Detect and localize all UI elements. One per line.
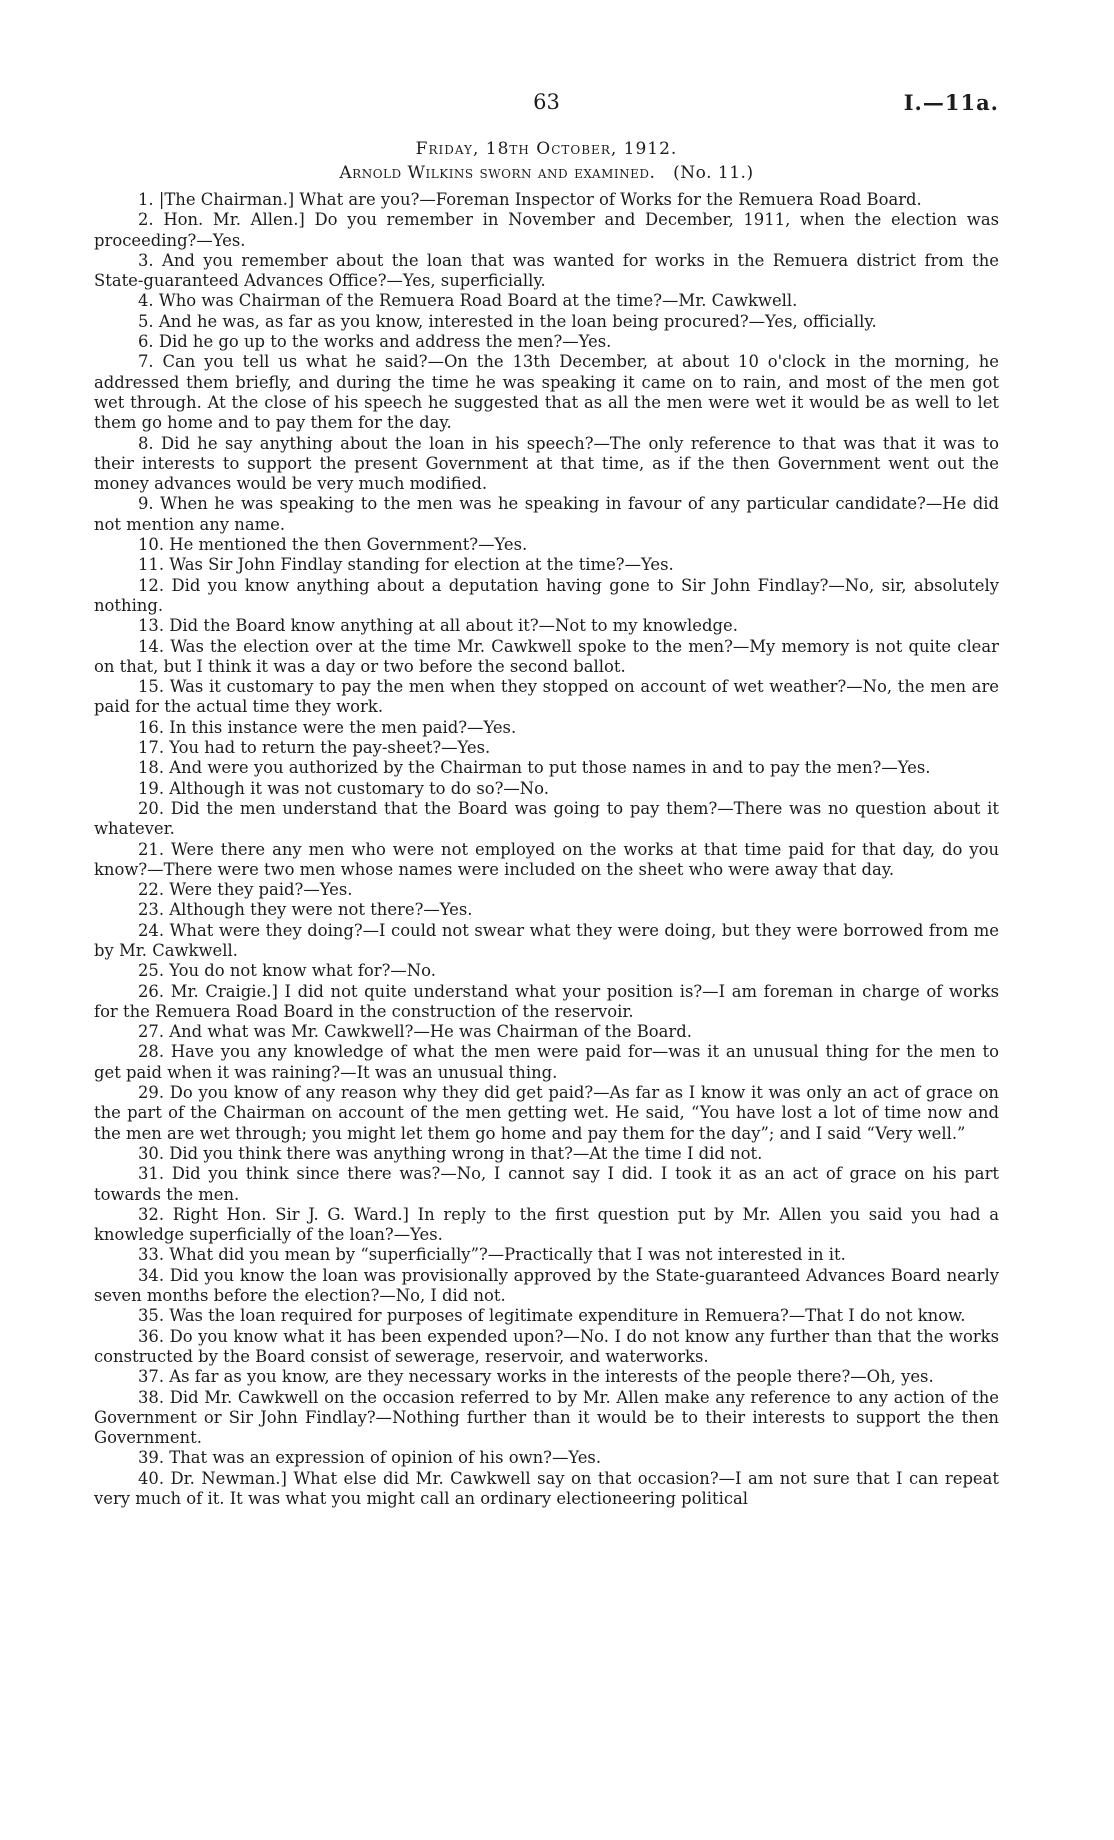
witness-heading [94,163,999,183]
question-paragraph: 14. Was the election over at the time Mr. Cawkwell spoke to the men?—My memory is not quite clear on that, but I think it was a day or two before the second ballot. [94,636,999,676]
witness-line: Arnold Wilkins sworn and examined. [339,163,656,183]
page-header [94,90,999,120]
question-paragraph: 6. Did he go up to the works and address the men?—Yes. [138,332,612,352]
question-paragraph: 23. Although they were not there?—Yes. [138,900,473,920]
question-paragraph: 35. Was the loan required for purposes of legitimate expenditure in Remuera?—That I do not know. [138,1306,966,1326]
question-paragraph: 30. Did you think there was anything wrong in that?—At the time I did not. [138,1143,763,1163]
question-paragraph: 24. What were they doing?—I could not swear what they were doing, but they were borrowed from me by Mr. Cawkwell. [94,920,999,960]
question-paragraph: 36. Do you know what it has been expended upon?—No. I do not know any further than that the works constructed by the Board consist of sewerage, reservoir, and waterworks. [94,1326,999,1366]
question-paragraph: 40. Dr. Newman.] What else did Mr. Cawkwell say on that occasion?—I am not sure that I can repeat very much of it. It was what you might call an ordinary electioneering political [94,1468,999,1508]
question-paragraph: 29. Do you know of any reason why they did get paid?—As far as I know it was only an act of grace on the part of the Chairman on account of the men getting wet. He said, “You have lost a lot of time now and the men are wet through; you might let them go home and pay them for the day”; and I said “Very well.” [94,1083,999,1143]
question-paragraph: 20. Did the men understand that the Board was going to pay them?—There was no question about it whatever. [94,798,999,839]
question-paragraph: 2. Hon. Mr. Allen.] Do you remember in November and December, 1911, when the election was proceeding?—Yes. [94,210,999,250]
question-paragraph: 39. That was an expression of opinion of his own?—Yes. [138,1448,602,1468]
question-paragraph: 11. Was Sir John Findlay standing for election at the time?—Yes. [138,555,674,575]
hearing-date: Friday, 18th October, 1912. [415,139,678,159]
question-paragraph: 13. Did the Board know anything at all about it?—Not to my knowledge. [138,616,738,636]
question-paragraph: 12. Did you know anything about a deputation having gone to Sir John Findlay?—No, sir, absolutely nothing. [94,575,999,615]
question-paragraph: 8. Did he say anything about the loan in his speech?—The only reference to that was that it was to their interests to support the present Government at that time, as if the then Government went out the money advances would be very much modified. [94,433,999,494]
question-paragraph: 19. Although it was not customary to do so?—No. [138,778,549,798]
witness-number: (No. 11.) [673,163,754,183]
question-paragraph: 9. When he was speaking to the men was he speaking in favour of any particular candidate?—He did not mention any name. [94,494,999,534]
question-paragraph: 17. You had to return the pay-sheet?—Yes. [138,738,491,758]
question-paragraph: 21. Were there any men who were not employed on the works at that time paid for that day, do you know?—There were two men whose names were included on the sheet who were away that day. [94,839,999,879]
question-paragraph: 33. What did you mean by “superficially”?—Practically that I was not interested in it. [138,1245,846,1265]
question-paragraph: 3. And you remember about the loan that was wanted for works in the Remuera district from the State-guaranteed Advances Office?—Yes, superficially. [94,250,999,291]
question-paragraph: 15. Was it customary to pay the men when they stopped on account of wet weather?—No, the men are paid for the actual time they work. [94,677,999,717]
question-paragraph: 1. |The Chairman.] What are you?—Foreman Inspector of Works for the Remuera Road Board. [138,190,922,209]
question-paragraph: 5. And he was, as far as you know, interested in the loan being procured?—Yes, officially. [138,311,877,331]
question-paragraph: 26. Mr. Craigie.] I did not quite understand what your position is?—I am foreman in charge of works for the Remuera Road Board in the construction of the reservoir. [94,981,999,1021]
question-paragraph: 31. Did you think since there was?—No, I cannot say I did. I took it as an act of grace on his part towards the men. [94,1164,999,1204]
examination-body [94,190,999,1509]
question-paragraph: 28. Have you any knowledge of what the men were paid for—was it an unusual thing for the men to get paid when it was raining?—It was an unusual thing. [94,1042,999,1082]
question-paragraph: 18. And were you authorized by the Chairman to put those names in and to pay the men?—Yes. [138,758,931,778]
question-paragraph: 22. Were they paid?—Yes. [138,880,353,900]
page-number: 63 [533,90,560,114]
question-paragraph: 27. And what was Mr. Cawkwell?—He was Chairman of the Board. [138,1022,692,1042]
question-paragraph: 34. Did you know the loan was provisionally approved by the State-guaranteed Advances Board nearly seven months before the election?—No, I did not. [94,1265,999,1306]
question-paragraph: 37. As far as you know, are they necessary works in the interests of the people there?—Oh, yes. [138,1367,934,1387]
question-paragraph: 7. Can you tell us what he said?—On the 13th December, at about 10 o'clock in the morning, he addressed them briefly, and during the time he was speaking it came on to rain, and most of the men got wet through. At the close of his speech he suggested that as all the men were wet it would be as well to let them go home and to pay them for the day. [94,352,999,433]
question-paragraph: 32. Right Hon. Sir J. G. Ward.] In reply to the first question put by Mr. Allen you said you had a knowledge superficially of the loan?—Yes. [94,1204,999,1245]
question-paragraph: 10. He mentioned the then Government?—Yes. [138,535,528,555]
question-paragraph: 4. Who was Chairman of the Remuera Road Board at the time?—Mr. Cawkwell. [138,291,798,311]
question-paragraph: 38. Did Mr. Cawkwell on the occasion referred to by Mr. Allen make any reference to any action of the Government or Sir John Findlay?—Nothing further than it would be to their interests to support the then Government. [94,1387,999,1448]
question-paragraph: 16. In this instance were the men paid?—Yes. [138,717,517,737]
question-paragraph: 25. You do not know what for?—No. [138,961,436,981]
document-reference: I.—11a. [903,90,999,115]
